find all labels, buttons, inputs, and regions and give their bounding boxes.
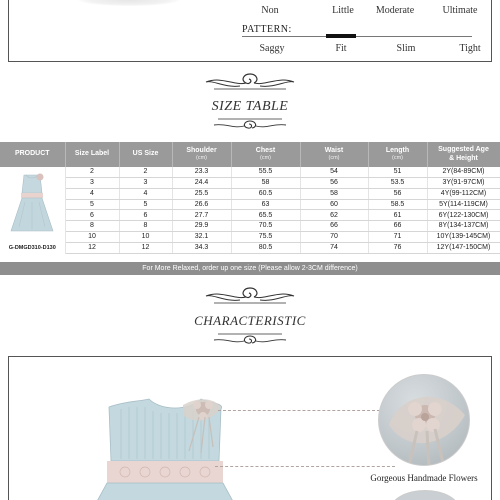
cell-us-size: 10 bbox=[119, 231, 172, 242]
ornament-bottom-size-table bbox=[200, 115, 300, 133]
cell-chest: 60.5 bbox=[231, 188, 300, 199]
cell-length: 71 bbox=[368, 231, 427, 242]
cell-waist: 74 bbox=[300, 242, 368, 253]
table-row bbox=[0, 210, 500, 221]
cell-size-label: 5 bbox=[65, 199, 119, 210]
table-row bbox=[0, 167, 500, 177]
header-length: Length (cm) bbox=[368, 142, 427, 167]
header-chest: Chest (cm) bbox=[231, 142, 300, 167]
cell-shoulder: 32.1 bbox=[172, 231, 231, 242]
table-row bbox=[0, 177, 500, 188]
cell-length: 66 bbox=[368, 221, 427, 232]
cell-us-size: 5 bbox=[119, 199, 172, 210]
flower-zoom-image bbox=[378, 374, 470, 466]
cell-waist: 58 bbox=[300, 188, 368, 199]
header-us-size: US Size bbox=[119, 142, 172, 167]
cell-length: 76 bbox=[368, 242, 427, 253]
cell-us-size: 6 bbox=[119, 210, 172, 221]
cell-shoulder: 24.4 bbox=[172, 177, 231, 188]
characteristic-title: CHARACTERISTIC bbox=[194, 313, 306, 328]
pattern-scale-line bbox=[242, 36, 472, 37]
cell-age-height: 2Y(84-89CM) bbox=[427, 167, 500, 177]
cell-length: 53.5 bbox=[368, 177, 427, 188]
cell-shoulder: 23.3 bbox=[172, 167, 231, 177]
cell-us-size: 2 bbox=[119, 167, 172, 177]
elasticity-option-ultimate: Ultimate bbox=[442, 5, 478, 16]
header-waist: Waist (cm) bbox=[300, 142, 368, 167]
cell-shoulder: 25.5 bbox=[172, 188, 231, 199]
cell-waist: 66 bbox=[300, 221, 368, 232]
table-row bbox=[0, 199, 500, 210]
product-cell bbox=[0, 167, 65, 253]
size-table bbox=[0, 142, 500, 254]
cell-size-label: 2 bbox=[65, 167, 119, 177]
cell-length: 61 bbox=[368, 210, 427, 221]
cell-shoulder: 29.9 bbox=[172, 221, 231, 232]
flower-callout-line bbox=[218, 410, 380, 411]
cell-us-size: 12 bbox=[119, 242, 172, 253]
cell-shoulder: 34.3 bbox=[172, 242, 231, 253]
pattern-option-tight: Tight bbox=[459, 43, 481, 54]
cell-chest: 70.5 bbox=[231, 221, 300, 232]
cell-age-height: 4Y(99-112CM) bbox=[427, 188, 500, 199]
cell-waist: 62 bbox=[300, 210, 368, 221]
cell-size-label: 10 bbox=[65, 231, 119, 242]
ornament-top-size-table bbox=[200, 70, 300, 92]
cell-age-height: 6Y(122-130CM) bbox=[427, 210, 500, 221]
cell-chest: 55.5 bbox=[231, 167, 300, 177]
pattern-title: PATTERN: bbox=[242, 24, 292, 35]
table-row bbox=[0, 188, 500, 199]
size-note: For More Relaxed, order up one size (Please allow 2-3CM difference) bbox=[0, 262, 500, 275]
cell-size-label: 8 bbox=[65, 221, 119, 232]
header-product: PRODUCT bbox=[0, 142, 65, 167]
pattern-selected-marker bbox=[326, 34, 356, 38]
cell-size-label: 12 bbox=[65, 242, 119, 253]
flower-caption: Gorgeous Handmade Flowers bbox=[370, 473, 478, 483]
cell-age-height: 10Y(139-145CM) bbox=[427, 231, 500, 242]
size-table-header-row bbox=[0, 142, 500, 167]
cell-chest: 80.5 bbox=[231, 242, 300, 253]
cell-waist: 60 bbox=[300, 199, 368, 210]
table-row bbox=[0, 242, 500, 253]
cell-size-label: 3 bbox=[65, 177, 119, 188]
cell-age-height: 8Y(134-137CM) bbox=[427, 221, 500, 232]
cell-length: 58.5 bbox=[368, 199, 427, 210]
cell-length: 51 bbox=[368, 167, 427, 177]
cell-shoulder: 26.6 bbox=[172, 199, 231, 210]
header-shoulder: Shoulder (cm) bbox=[172, 142, 231, 167]
product-code: G-DMGD310-D130 bbox=[8, 245, 56, 251]
cell-chest: 65.5 bbox=[231, 210, 300, 221]
pattern-option-fit: Fit bbox=[335, 43, 347, 54]
elasticity-scale bbox=[0, 5, 500, 17]
cell-waist: 70 bbox=[300, 231, 368, 242]
table-row bbox=[0, 231, 500, 242]
pattern-option-saggy: Saggy bbox=[259, 43, 285, 54]
cell-us-size: 3 bbox=[119, 177, 172, 188]
product-dress-image bbox=[7, 169, 57, 239]
cell-length: 56 bbox=[368, 188, 427, 199]
ornament-top-characteristic bbox=[200, 284, 300, 306]
cell-shoulder: 27.7 bbox=[172, 210, 231, 221]
cell-chest: 58 bbox=[231, 177, 300, 188]
lace-callout-line bbox=[215, 466, 395, 467]
elasticity-option-moderate: Moderate bbox=[375, 5, 415, 16]
cell-age-height: 5Y(114-119CM) bbox=[427, 199, 500, 210]
cell-age-height: 3Y(91-97CM) bbox=[427, 177, 500, 188]
cell-waist: 54 bbox=[300, 167, 368, 177]
ornament-bottom-characteristic bbox=[200, 330, 300, 348]
header-age-height: Suggested Age & Height bbox=[427, 142, 500, 167]
pattern-scale bbox=[0, 43, 500, 55]
cell-size-label: 6 bbox=[65, 210, 119, 221]
cell-age-height: 12Y(147-150CM) bbox=[427, 242, 500, 253]
pattern-option-slim: Slim bbox=[396, 43, 416, 54]
cell-waist: 56 bbox=[300, 177, 368, 188]
cell-chest: 75.5 bbox=[231, 231, 300, 242]
size-table-title: SIZE TABLE bbox=[211, 99, 289, 114]
cell-us-size: 8 bbox=[119, 221, 172, 232]
cell-us-size: 4 bbox=[119, 188, 172, 199]
table-row bbox=[0, 221, 500, 232]
header-size-label: Size Label bbox=[65, 142, 119, 167]
elasticity-option-little: Little bbox=[332, 5, 354, 16]
cell-chest: 63 bbox=[231, 199, 300, 210]
cell-size-label: 4 bbox=[65, 188, 119, 199]
elasticity-option-non: Non bbox=[261, 5, 279, 16]
